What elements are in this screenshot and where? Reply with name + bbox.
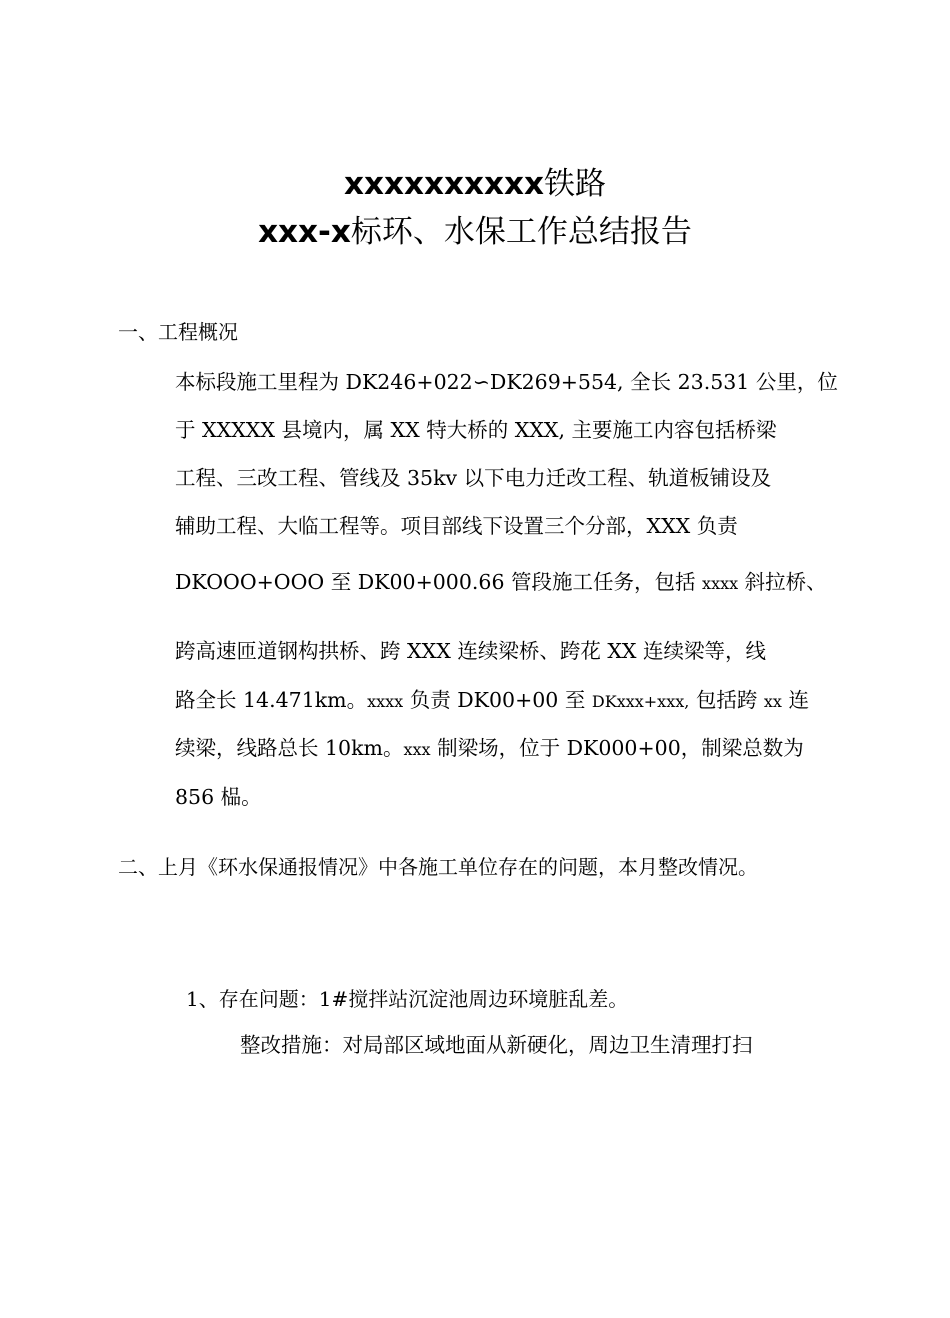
title-section-code: xxx-x (258, 214, 351, 250)
overview-line: 本标段施工里程为 DK246+022∽DK269+554, 全长 23.531 公里，位 (175, 370, 838, 394)
section-heading-rectification: 二、上月《环水保通报情况》中各施工单位存在的问题，本月整改情况。 (118, 855, 758, 879)
overview-line: 工程、三改工程、管线及 35kv 以下电力迁改工程、轨道板铺设及 (175, 466, 772, 490)
overview-small-text: xxxx (702, 574, 739, 593)
overview-text: 负责 DK00+00 至 (409, 688, 586, 712)
document-title-line-1 (0, 164, 950, 204)
overview-text: 斜拉桥、 (744, 570, 827, 594)
title-report-name: 标环、水保工作总结报告 (350, 214, 692, 250)
overview-text: 续梁，线路总长 10km。 (175, 736, 404, 760)
overview-line (175, 686, 809, 716)
overview-small-text: DKxxx+xxx, (591, 692, 690, 711)
overview-text: 包括跨 (695, 688, 758, 712)
overview-text: 制梁场，位于 DK000+00，制梁总数为 (437, 736, 804, 760)
overview-small-text: xx (763, 692, 782, 711)
rectification-measure: 整改措施：对局部区域地面从新硬化，周边卫生清理打扫 (240, 1033, 753, 1057)
document-title-line-2 (0, 212, 950, 252)
section-heading-overview: 一、工程概况 (118, 320, 238, 344)
overview-small-text: xxx (403, 740, 431, 759)
overview-small-text: xxxx (367, 692, 404, 711)
issue-item: 1、存在问题：1#搅拌站沉淀池周边环境脏乱差。 (186, 987, 629, 1011)
overview-line: 于 XXXXX 县境内，属 XX 特大桥的 XXX, 主要施工内容包括桥梁 (175, 418, 777, 442)
overview-line: 跨高速匝道钢构拱桥、跨 XXX 连续梁桥、跨花 XX 连续梁等，线 (175, 639, 767, 663)
overview-line: 856 榀。 (175, 785, 262, 809)
overview-line (175, 734, 804, 764)
title-railway-word: 铁路 (543, 166, 606, 202)
overview-text: DKOOO+OOO 至 DK00+000.66 管段施工任务，包括 (175, 570, 696, 594)
title-project-code: xxxxxxxxxx (344, 166, 544, 202)
overview-text: 路全长 14.471km。 (175, 688, 368, 712)
overview-line (175, 568, 827, 598)
overview-text: 连 (788, 688, 809, 712)
overview-line: 辅助工程、大临工程等。项目部线下设置三个分部，XXX 负责 (175, 514, 738, 538)
